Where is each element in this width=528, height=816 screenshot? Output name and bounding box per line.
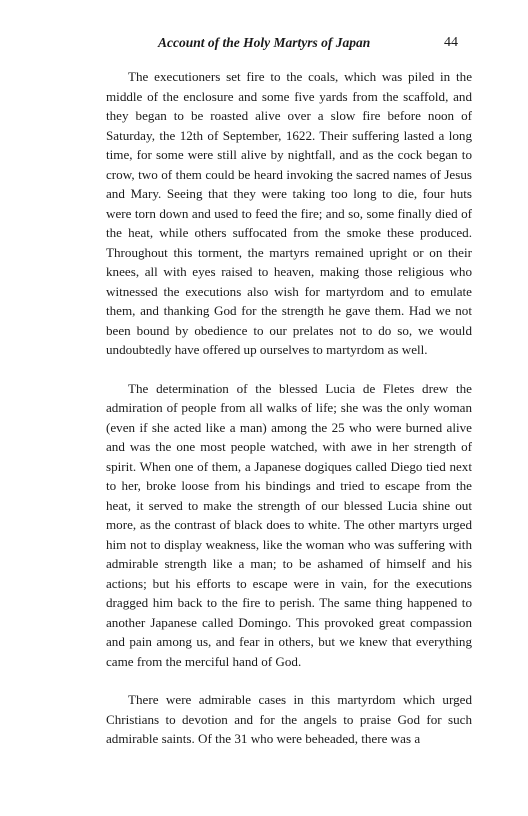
paragraph-fire-execution: The executioners set fire to the coals, which was piled in the middle of the enclosure and some five yards from the scaffold, and they began to be roasted alive over a slow fire before noon of Saturday, the 12th of September, 1622. Their suffering lasted a long time, for some were still alive by nightfall, and as the cock began to crow, two of them could be heard invoking the sacred names of Jesus and Mary. Seeing that they were taking too long to die, four huts were torn down and used to feed the fire; and so, some finally died of the heat, while others suffocated from the smoke these produced. Throughout this torment, the martyrs remained upright or on their knees, all with eyes raised to heaven, making those religious who witnessed the executions also wish for martyrdom and to emulate them, and thanking God for the strength he gave them. Had we not been bound by obedience to our prelates not to do so, we would undoubtedly have offered up ourselves to martyrdom as well. [106, 69, 472, 357]
running-title: Account of the Holy Martyrs of Japan [158, 35, 371, 50]
paragraph-lucia-de-fletes: The determination of the blessed Lucia de Fletes drew the admiration of people from all walks of life; she was the only woman (even if she acted like a man) among the 25 who were burned alive and was the one most people watched, with awe in her strength of spirit. When one of them, a Japanese dogiques called Diego tied next to her, broke loose from his bindings and tried to escape from the heat, it served to make the strength of our blessed Lucia shine out more, as the contrast of black does to white. The other martyrs urged him not to display weakness, like the woman who was suffering with admirable strength like a man; to be ashamed of himself and his actions; but his efforts to escape were in vain, for the executions dragged him back to the fire to perish. The same thing happened to another Japanese called Domingo. This provoked great compassion and pain among us, and fear in others, but we knew that everything came from the merciful hand of God. [106, 380, 472, 669]
page-number: 44 [444, 35, 458, 50]
paragraph-admirable-cases: There were admirable cases in this martyrdom which urged Christians to devotion and for the angels to praise God for such admirable saints. Of the 31 who were beheaded, there was a [106, 692, 472, 746]
body-text [106, 67, 472, 749]
running-header [106, 34, 472, 54]
